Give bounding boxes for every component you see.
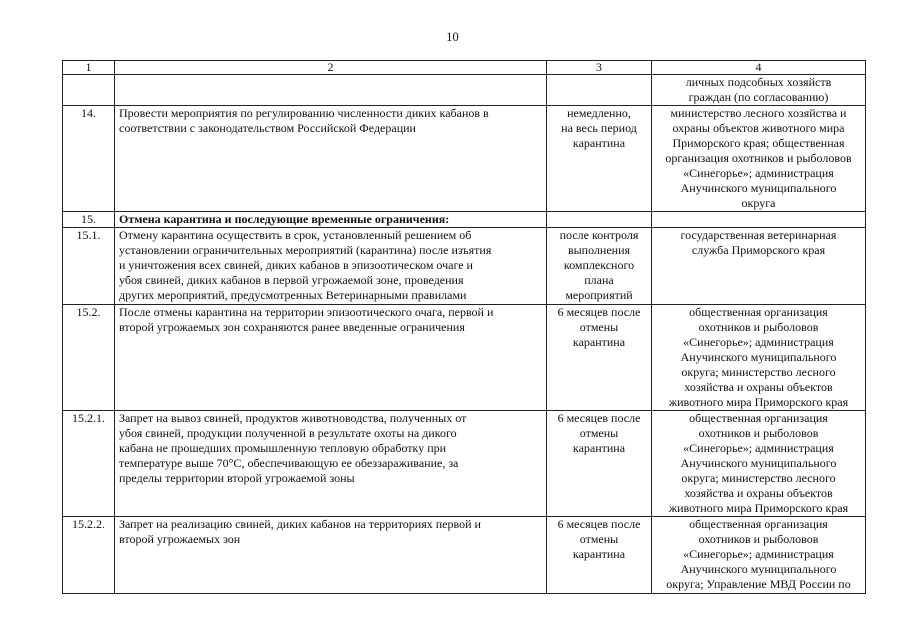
measure-executor: общественная организация охотников и рыболовов «Синегорье»; администрация Анучинского муниципального округа; Управление МВД России по bbox=[652, 517, 866, 594]
measures-table bbox=[62, 60, 866, 594]
measure-text: Провести мероприятия по регулированию численности диких кабанов в соответствии с законодательством Российской Федерации bbox=[115, 106, 547, 212]
measure-executor: общественная организация охотников и рыболовов «Синегорье»; администрация Анучинского муниципального округа; министерство лесного хозяйства и охраны объектов животного мира Приморского края bbox=[652, 305, 866, 411]
measure-text: Отмену карантина осуществить в срок, установленный решением об установлении ограничительных мероприятий (карантина) после изъятия и уничтожения всех свиней, диких кабанов в эпизоотическом очаге и убоя свиней, диких кабанов в первой угрожаемой зоне, проведения других мероприятий, предусмотренных Ветеринарными правилами bbox=[115, 228, 547, 305]
column-header: 4 bbox=[652, 61, 866, 75]
row-number: 15.1. bbox=[63, 228, 115, 305]
measure-executor: министерство лесного хозяйства и охраны объектов животного мира Приморского края; общественная организация охотников и рыболовов «Синегорье»; администрация Анучинского муниципального округа bbox=[652, 106, 866, 212]
measure-executor: личных подсобных хозяйств граждан (по согласованию) bbox=[652, 75, 866, 106]
page-number: 10 bbox=[446, 30, 459, 44]
measure-text: Запрет на реализацию свиней, диких кабанов на территориях первой и второй угрожаемых зон bbox=[115, 517, 547, 594]
table-row bbox=[63, 228, 866, 305]
table-row bbox=[63, 411, 866, 517]
measure-term: после контроля выполнения комплексного плана мероприятий bbox=[547, 228, 652, 305]
column-header: 3 bbox=[547, 61, 652, 75]
measure-term bbox=[547, 75, 652, 106]
measure-term: 6 месяцев после отмены карантина bbox=[547, 517, 652, 594]
column-header: 1 bbox=[63, 61, 115, 75]
measure-term bbox=[547, 212, 652, 228]
row-number: 15.2. bbox=[63, 305, 115, 411]
table-row bbox=[63, 305, 866, 411]
row-number: 15.2.1. bbox=[63, 411, 115, 517]
table-row bbox=[63, 212, 866, 228]
table-header-row bbox=[63, 61, 866, 75]
row-number bbox=[63, 75, 115, 106]
measure-term: 6 месяцев после отмены карантина bbox=[547, 411, 652, 517]
measure-text: Запрет на вывоз свиней, продуктов животноводства, полученных от убоя свиней, продукции полученной в результате охоты на дикого кабана не прошедших промышленную тепловую обработку при температуре выше 70°С, обеспечивающую ее обеззараживание, за пределы территории второй угрожаемой зоны bbox=[115, 411, 547, 517]
measure-executor: государственная ветеринарная служба Приморского края bbox=[652, 228, 866, 305]
column-header: 2 bbox=[115, 61, 547, 75]
measure-executor: общественная организация охотников и рыболовов «Синегорье»; администрация Анучинского муниципального округа; министерство лесного хозяйства и охраны объектов животного мира Приморского края bbox=[652, 411, 866, 517]
row-number: 14. bbox=[63, 106, 115, 212]
row-number: 15.2.2. bbox=[63, 517, 115, 594]
measure-term: 6 месяцев после отмены карантина bbox=[547, 305, 652, 411]
measure-text: После отмены карантина на территории эпизоотического очага, первой и второй угрожаемых зон сохраняются ранее введенные ограничения bbox=[115, 305, 547, 411]
measure-executor bbox=[652, 212, 866, 228]
table-row bbox=[63, 517, 866, 594]
table-row bbox=[63, 75, 866, 106]
row-number: 15. bbox=[63, 212, 115, 228]
table-row bbox=[63, 106, 866, 212]
measure-text bbox=[115, 75, 547, 106]
measure-term: немедленно, на весь период карантина bbox=[547, 106, 652, 212]
section-heading: Отмена карантина и последующие временные ограничения: bbox=[115, 212, 547, 228]
